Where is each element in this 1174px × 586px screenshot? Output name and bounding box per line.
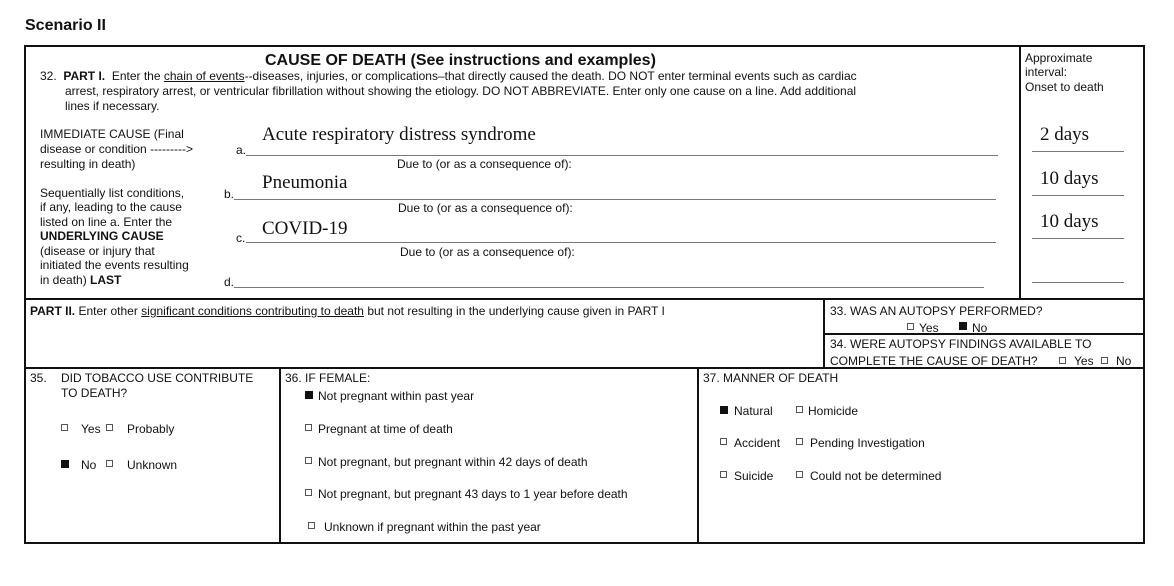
part1-instructions-line3: lines if necessary.	[65, 99, 160, 113]
interval-label-line3: Onset to death	[1025, 80, 1104, 94]
part1-instructions-line1	[40, 69, 857, 83]
q33-label: 33. WAS AN AUTOPSY PERFORMED?	[830, 304, 1043, 318]
q35-yes-checkbox[interactable]	[61, 424, 68, 431]
interval-b[interactable]: 10 days	[1040, 168, 1099, 189]
due-to-c: Due to (or as a consequence of):	[400, 245, 575, 259]
immediate-cause-label-2: disease or condition --------->	[40, 142, 194, 156]
q33-yes-checkbox[interactable]	[907, 323, 914, 330]
q35-label-line2: TO DEATH?	[61, 386, 128, 400]
q36-option-1-label: Not pregnant within past year	[318, 389, 475, 403]
q36-option-2-checkbox[interactable]	[305, 424, 312, 431]
q33-no-checkbox[interactable]	[959, 322, 967, 330]
q36-option-4-checkbox[interactable]	[305, 489, 312, 496]
q34-label-line1: 34. WERE AUTOPSY FINDINGS AVAILABLE TO	[830, 337, 1092, 351]
q34-no-checkbox[interactable]	[1101, 357, 1108, 364]
line-d-letter: d.	[224, 275, 235, 289]
q34-yes-checkbox[interactable]	[1059, 357, 1066, 364]
q36-option-1-checkbox[interactable]	[305, 391, 313, 399]
sequential-label-7	[40, 273, 121, 287]
sequential-label-3: listed on line a. Enter the	[40, 215, 173, 229]
part1-number: 32.	[40, 69, 57, 83]
line-b-cause[interactable]: Pneumonia	[262, 172, 348, 193]
part2-text	[30, 304, 665, 318]
part2-text-b: but not resulting in the underlying cause given in PART I	[363, 304, 665, 318]
part1-instr-b: --diseases, injuries, or complications–that directly caused the death. DO NOT enter terminal events such as cardiac	[244, 69, 857, 83]
q35-q36-divider	[279, 367, 281, 544]
interval-a-underline	[1032, 151, 1124, 152]
sequential-label-5: (disease or injury that	[40, 244, 155, 258]
q37-natural-checkbox[interactable]	[720, 406, 728, 414]
line-a-underline	[246, 155, 998, 156]
chain-of-events-text: chain of events	[163, 69, 245, 83]
q35-no-checkbox[interactable]	[61, 460, 69, 468]
underlying-cause-label: UNDERLYING CAUSE	[40, 229, 164, 243]
q37-undetermined-checkbox[interactable]	[796, 471, 803, 478]
line-c-cause[interactable]: COVID-19	[262, 218, 348, 239]
q35-probably-checkbox[interactable]	[106, 424, 113, 431]
q36-q37-divider	[697, 367, 699, 544]
q37-accident-checkbox[interactable]	[720, 438, 727, 445]
q35-number: 35.	[30, 371, 47, 385]
sequential-label-1: Sequentially list conditions,	[40, 186, 185, 200]
significant-conditions-text: significant conditions contributing to death	[141, 304, 364, 318]
part1-label: PART I.	[63, 69, 106, 83]
q35-yes-label: Yes	[81, 422, 101, 436]
q34-yes-label: Yes	[1074, 354, 1094, 368]
immediate-cause-label-1: IMMEDIATE CAUSE (Final	[40, 127, 184, 141]
scenario-title: Scenario II	[25, 17, 106, 34]
q37-accident-label: Accident	[734, 436, 781, 450]
part1-bottom-border	[24, 298, 1145, 300]
sequential-label-7a: in death)	[40, 273, 91, 287]
q35-no-label: No	[81, 458, 97, 472]
q35-unknown-label: Unknown	[127, 458, 178, 472]
immediate-cause-label-3: resulting in death)	[40, 157, 136, 171]
q37-pending-checkbox[interactable]	[796, 438, 803, 445]
q36-option-3-checkbox[interactable]	[305, 457, 312, 464]
q37-label: 37. MANNER OF DEATH	[703, 371, 839, 385]
q36-label: 36. IF FEMALE:	[285, 371, 371, 385]
interval-a[interactable]: 2 days	[1040, 124, 1090, 145]
part1-instr-a: Enter the	[111, 69, 164, 83]
q35-label-line1: DID TOBACCO USE CONTRIBUTE	[61, 371, 254, 385]
q35-unknown-checkbox[interactable]	[106, 460, 113, 467]
interval-label-line2: interval:	[1025, 65, 1068, 79]
interval-c[interactable]: 10 days	[1040, 211, 1099, 232]
part2-label: PART II.	[30, 304, 76, 318]
interval-d-underline	[1032, 282, 1124, 283]
q36-option-5-label: Unknown if pregnant within the past year	[324, 520, 541, 534]
cause-of-death-heading: CAUSE OF DEATH (See instructions and examples)	[265, 52, 656, 69]
due-to-a: Due to (or as a consequence of):	[397, 157, 572, 171]
q37-undetermined-label: Could not be determined	[810, 469, 942, 483]
interval-b-underline	[1032, 195, 1124, 196]
cause-of-death-form	[24, 45, 1145, 544]
q37-suicide-label: Suicide	[734, 469, 774, 483]
interval-label-line1: Approximate	[1025, 51, 1093, 65]
line-c-underline	[246, 242, 996, 243]
q33-yes-label: Yes	[919, 321, 939, 335]
part2-input-area[interactable]	[30, 320, 818, 364]
q37-natural-label: Natural	[734, 404, 773, 418]
last-label: LAST	[90, 273, 122, 287]
q34-label-line2: COMPLETE THE CAUSE OF DEATH?	[830, 354, 1038, 368]
line-b-letter: b.	[224, 187, 235, 201]
interval-column-divider	[1019, 45, 1021, 300]
q36-option-3-label: Not pregnant, but pregnant within 42 days of death	[318, 455, 588, 469]
q33-no-label: No	[972, 321, 988, 335]
q35-probably-label: Probably	[127, 422, 175, 436]
q36-option-2-label: Pregnant at time of death	[318, 422, 453, 436]
q37-pending-label: Pending Investigation	[810, 436, 925, 450]
sequential-label-2: if any, leading to the cause	[40, 200, 182, 214]
line-a-letter: a.	[236, 143, 247, 157]
line-d-underline	[234, 287, 984, 288]
due-to-b: Due to (or as a consequence of):	[398, 201, 573, 215]
part1-instructions-line2: arrest, respiratory arrest, or ventricular fibrillation without showing the etiology. DO NOT ABBREVIATE. Enter only one cause on a line. Add additional	[65, 84, 857, 98]
part2-text-a: Enter other	[75, 304, 142, 318]
q37-suicide-checkbox[interactable]	[720, 471, 727, 478]
sequential-label-6: initiated the events resulting	[40, 258, 189, 272]
q37-homicide-label: Homicide	[808, 404, 859, 418]
line-a-cause[interactable]: Acute respiratory distress syndrome	[262, 124, 536, 145]
q36-option-4-label: Not pregnant, but pregnant 43 days to 1 year before death	[318, 487, 628, 501]
q36-option-5-checkbox[interactable]	[308, 522, 315, 529]
interval-c-underline	[1032, 238, 1124, 239]
q37-homicide-checkbox[interactable]	[796, 406, 803, 413]
q34-no-label: No	[1116, 354, 1132, 368]
line-b-underline	[234, 199, 996, 200]
line-c-letter: c.	[236, 231, 246, 245]
